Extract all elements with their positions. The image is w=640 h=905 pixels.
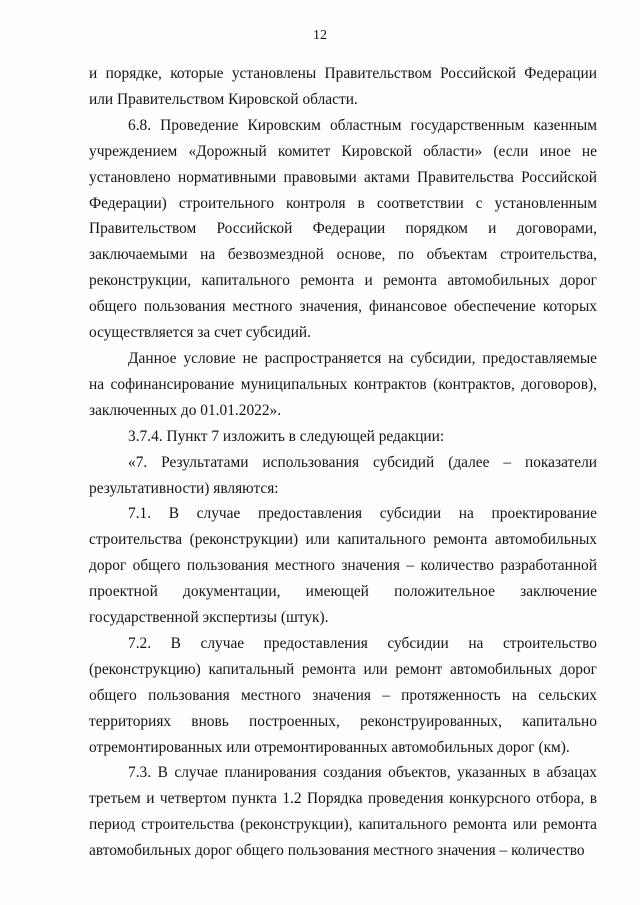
paragraph-7: «7. Результатами использования субсидий (далее – показатели результативности) являются: <box>89 453 597 497</box>
paragraph-exception: Данное условие не распространяется на субсидии, предоставляемые на софинансирование муниципальных контрактов (контрактов, договоров), заключенных до 01.01.2022». <box>89 349 597 419</box>
document-body <box>89 61 597 864</box>
page-number: 12 <box>313 28 327 43</box>
paragraph-7-3: 7.3. В случае планирования создания объектов, указанных в абзацах третьем и четвертом пункта 1.2 Порядка проведения конкурсного отбора, в период строительства (реконструкции), капитального ремонта или ремонта автомобильных дорог общего пользования местного значения – количество <box>89 764 597 860</box>
paragraph-continuation: и порядке, которые установлены Правительством Российской Федерации или Правительством Кировской области. <box>89 65 597 108</box>
paragraph-7-1: 7.1. В случае предоставления субсидии на проектирование строительства (реконструкции) или капитального ремонта автомобильных дорог общего пользования местного значения – количество разработанной проектной документации, имеющей положительное заключение государственной экспертизы (штук). <box>89 505 597 627</box>
paragraph-6-8: 6.8. Проведение Кировским областным государственным казенным учреждением «Дорожный комитет Кировской области» (если иное не установлено нормативными правовыми актами Правительства Российской Федерации) строительного контроля в соответствии с установленным Правительством Российской Федерации порядком и договорами, заключаемыми на безвозмездной основе, по объектам строительства, реконструкции, капитального ремонта и ремонта автомобильных дорог общего пользования местного значения, финансовое обеспечение которых осуществляется за счет субсидий. <box>89 116 597 342</box>
paragraph-3-7-4: 3.7.4. Пункт 7 изложить в следующей редакции: <box>128 427 445 445</box>
paragraph-7-2: 7.2. В случае предоставления субсидии на строительство (реконструкцию) капитальный ремонта или ремонт автомобильных дорог общего пользования местного значения – протяженность на сельских территориях вновь построенных, реконструированных, капитально отремонтированных или отремонтированных автомобильных дорог (км). <box>89 634 597 756</box>
